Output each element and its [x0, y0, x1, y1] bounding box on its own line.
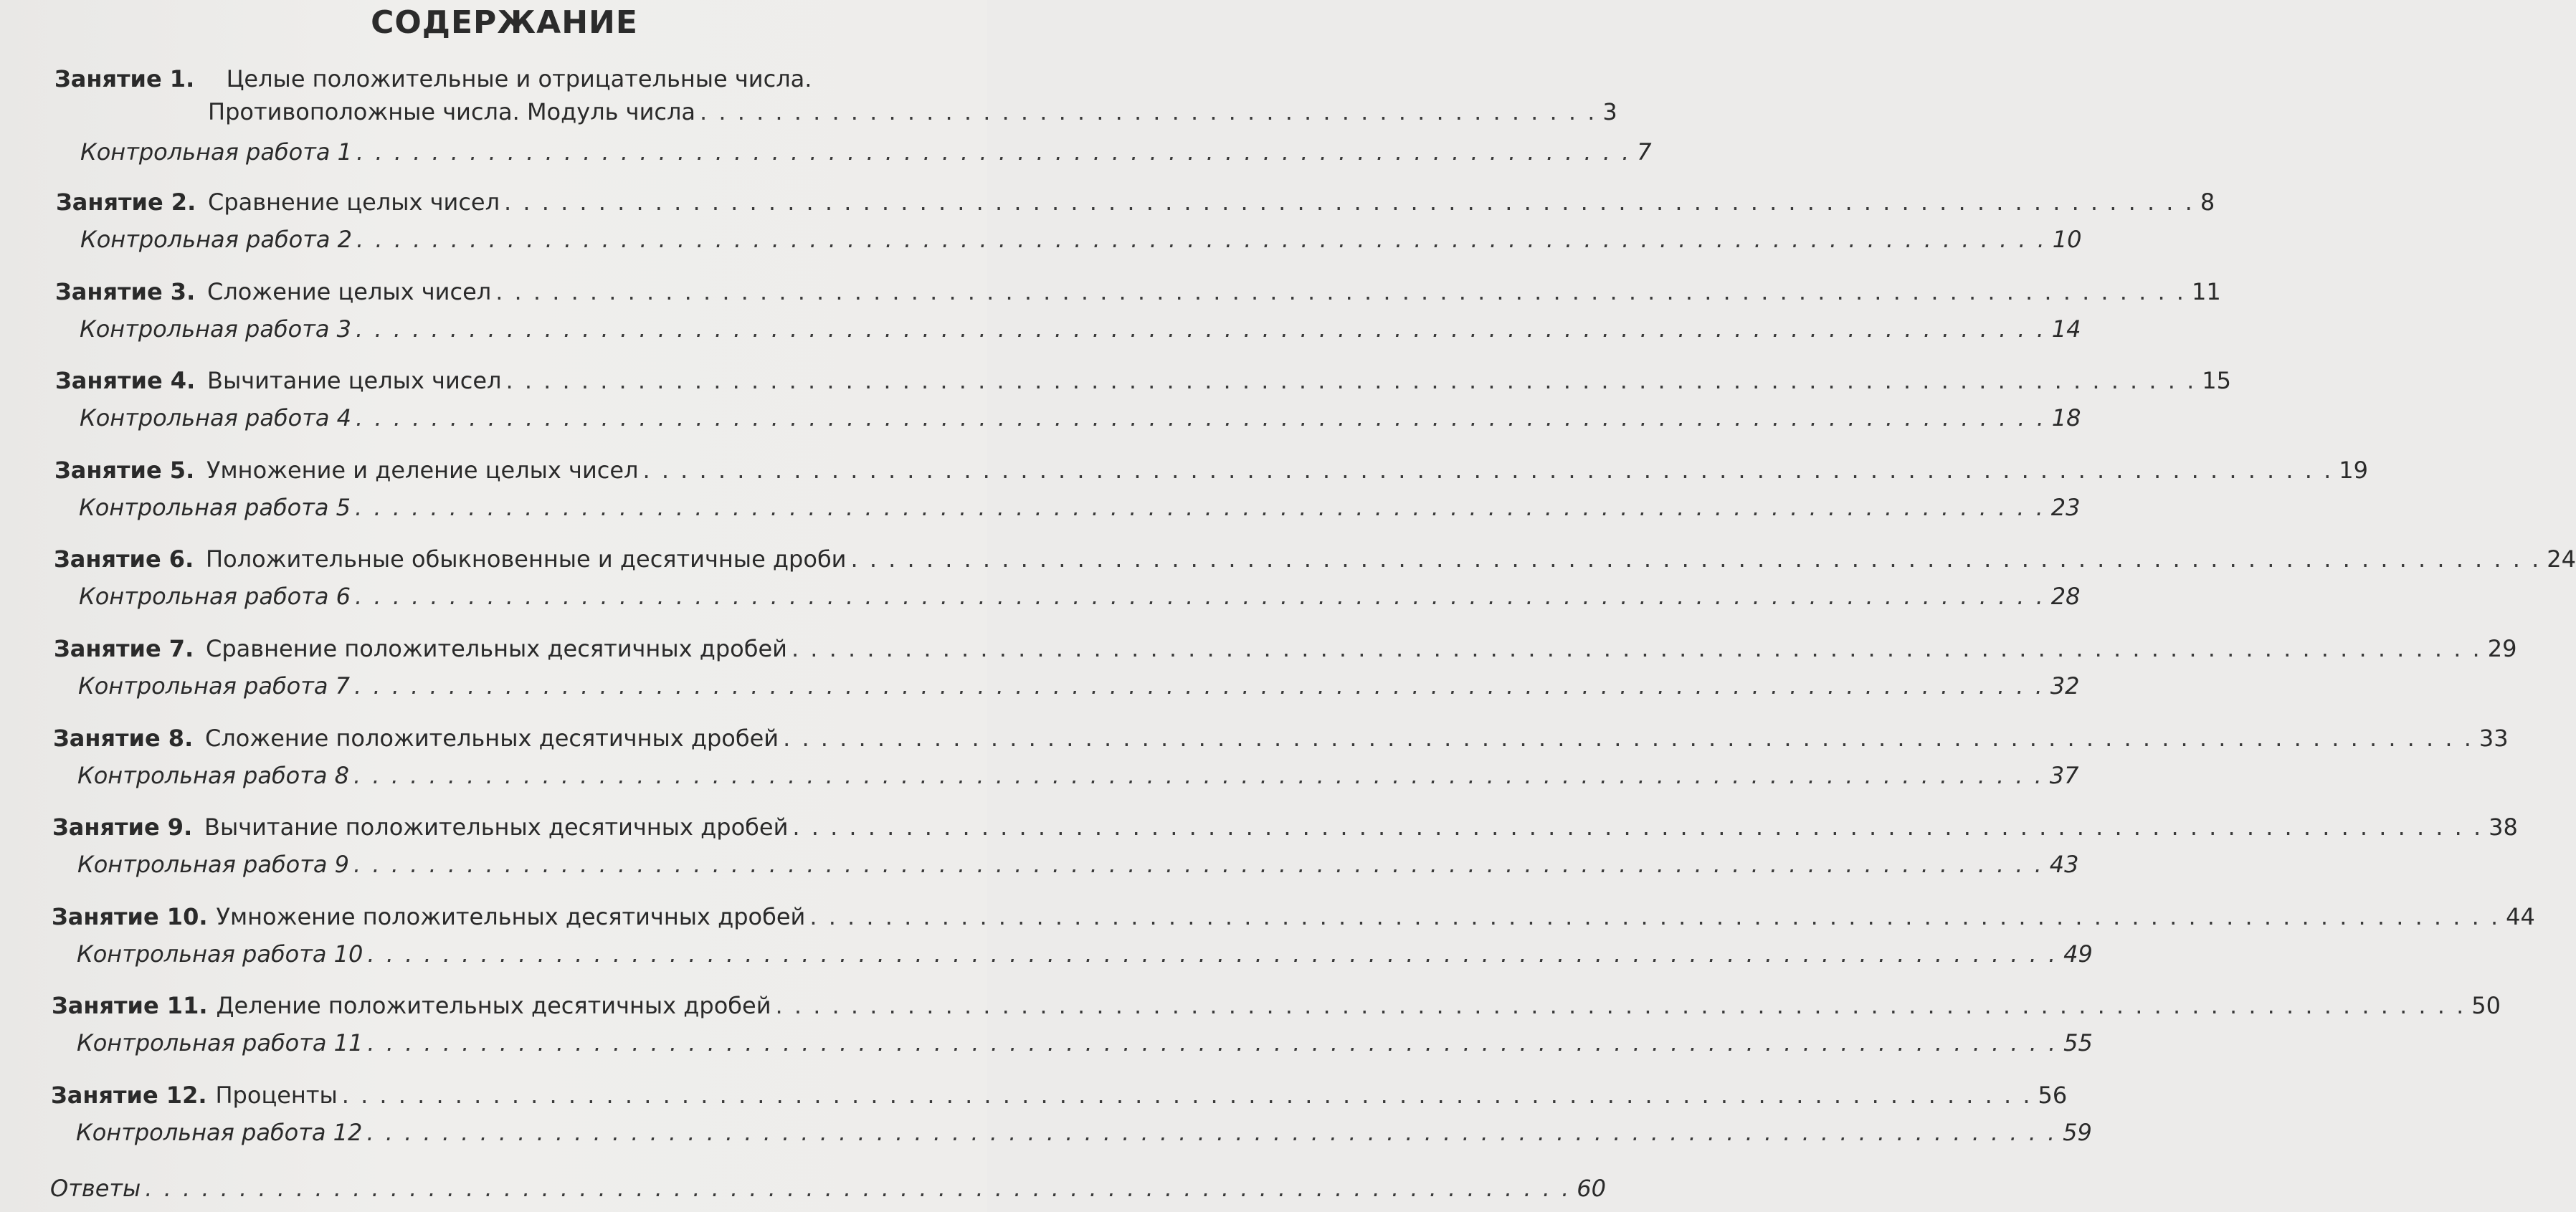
toc-test-9[interactable] [77, 850, 2079, 879]
leader-dots: . . . . . . . . . . . . . . . . . . . . . . . . . . . . . . . . . . . . . . . . . . . . . . . . . . . . . . . . . . . . . . . . . . . . . . . . . . . . . . . . . . . . . . . . . . [642, 457, 2334, 484]
toc-lesson-11[interactable] [52, 991, 2501, 1020]
leader-dots: . . . . . . . . . . . . . . . . . . . . . . . . . . . . . . . . . . . . . . . . . . . . . . . . . . . . . . . . . . . . . . . . . . . . . . . . . . . . . . . . . . . . . . . . . . [505, 367, 2197, 394]
lesson-number: Занятие 6. [54, 545, 194, 573]
toc-test-8[interactable] [77, 761, 2079, 790]
toc-test-2[interactable] [80, 225, 2082, 254]
leader-dots: . . . . . . . . . . . . . . . . . . . . . . . . . . . . . . . . . . . . . . . . . . . . . . . . . . . . . . . . . . . . . . . . . . . . . . . . . . . . . . . . . . . . . . . . . . [783, 725, 2473, 752]
leader-dots: . . . . . . . . . . . . . . . . . . . . . . . . . . . . . . . . . . . . . . . . . . . . . . . . . . . . . . . . . . . . . . . . . . . . . . . . . . . . . . . . . . . . . . . . . . [341, 1082, 2033, 1109]
lesson-title: Сравнение целых чисел [208, 189, 500, 216]
page-number: 28 [2050, 583, 2081, 610]
leader-dots: . . . . . . . . . . . . . . . . . . . . . . . . . . . . . . . . . . . . . . . . . . . . . . . . . . . . . . . . . . . . . . . . . . . . [356, 138, 1632, 166]
lesson-title: Умножение и деление целых чисел [206, 457, 639, 484]
page-title: СОДЕРЖАНИЕ [371, 4, 638, 41]
test-title: Контрольная работа 9 [77, 851, 350, 878]
leader-dots: . . . . . . . . . . . . . . . . . . . . . . . . . . . . . . . . . . . . . . . . . . . . . . . . . . . . . . . . . . . . . . . . . . . . . . . . . . . . . . . . . . . . . . . . . . [850, 545, 2542, 573]
leader-dots: . . . . . . . . . . . . . . . . . . . . . . . . . . . . . . . . . . . . . . . . . . . . . . . . [700, 98, 1597, 125]
lesson-number: Занятие 8. [53, 725, 194, 752]
page-number: 32 [2050, 672, 2080, 700]
toc-test-1[interactable] [80, 138, 1652, 166]
toc-test-10[interactable] [77, 940, 2093, 968]
lesson-title: Сравнение положительных десятичных дробей [206, 635, 787, 662]
page-number: 18 [2051, 404, 2081, 431]
page-number: 37 [2049, 762, 2079, 789]
test-title: Контрольная работа 7 [78, 672, 351, 700]
lesson-title: Деление положительных десятичных дробей [216, 992, 771, 1019]
test-title: Контрольная работа 8 [77, 762, 350, 789]
page-number: 7 [1637, 138, 1652, 166]
lesson-number: Занятие 12. [51, 1082, 207, 1109]
page-number: 56 [2038, 1082, 2068, 1109]
lesson-number: Занятие 5. [54, 457, 195, 484]
toc-lesson-1-heading [54, 65, 812, 93]
test-title: Контрольная работа 4 [80, 404, 352, 431]
page-number: 33 [2478, 725, 2509, 752]
test-title: Контрольная работа 12 [76, 1119, 363, 1146]
test-title: Контрольная работа 10 [77, 940, 363, 968]
page-number: 3 [1602, 98, 1617, 125]
lesson-title: Вычитание положительных десятичных дробей [204, 813, 789, 841]
toc-lesson-4[interactable] [55, 366, 2231, 395]
page-number: 24 [2547, 545, 2576, 573]
leader-dots: . . . . . . . . . . . . . . . . . . . . . . . . . . . . . . . . . . . . . . . . . . . . . . . . . . . . . . . . . . . . . . . . . . . . . . . . . . . . . . . . . . . . . . . . . . [354, 672, 2045, 700]
test-title: Контрольная работа 11 [77, 1029, 363, 1056]
lesson-number: Занятие 11. [52, 992, 208, 1019]
leader-dots: . . . . . . . . . . . . . . . . . . . . . . . . . . . . . . . . . . . . . . . . . . . . . . . . . . . . . . . . . . . . . . . . . . . . . . . . . . . . . . . . . . . . . . . . . . [356, 315, 2046, 343]
lesson-number: Занятие 10. [52, 903, 208, 930]
page-number: 60 [1577, 1175, 1606, 1202]
toc-lesson-3[interactable] [55, 277, 2221, 306]
lesson-title: Положительные обыкновенные и десятичные дроби [206, 545, 847, 573]
lesson-title: Проценты [215, 1082, 338, 1109]
toc-lesson-10[interactable] [52, 902, 2535, 931]
leader-dots: . . . . . . . . . . . . . . . . . . . . . . . . . . . . . . . . . . . . . . . . . . . . . . . . . . . . . . . . . . . . . . . . . . . . . . . . . . . . . . . . . . . . . . . . . . [775, 992, 2466, 1019]
page-number: 10 [2052, 226, 2082, 253]
toc-lesson-9[interactable] [52, 813, 2518, 841]
toc-lesson-7[interactable] [54, 634, 2517, 663]
leader-dots: . . . . . . . . . . . . . . . . . . . . . . . . . . . . . . . . . . . . . . . . . . . . . . . . . . . . . . . . . . . . . . . . . . . . . . . . . . . . [145, 1175, 1572, 1202]
page-number: 50 [2471, 992, 2501, 1019]
leader-dots: . . . . . . . . . . . . . . . . . . . . . . . . . . . . . . . . . . . . . . . . . . . . . . . . . . . . . . . . . . . . . . . . . . . . . . . . . . . . . . . . . . . . . . . . . . [367, 1029, 2058, 1056]
page-number: 29 [2487, 635, 2517, 662]
lesson-number: Занятие 4. [55, 367, 196, 394]
leader-dots: . . . . . . . . . . . . . . . . . . . . . . . . . . . . . . . . . . . . . . . . . . . . . . . . . . . . . . . . . . . . . . . . . . . . . . . . . . . . . . . . . . . . . . . . . . [353, 851, 2044, 878]
toc-lesson-6[interactable] [54, 545, 2576, 573]
toc-test-4[interactable] [80, 404, 2081, 432]
toc-lesson-2[interactable] [56, 188, 2215, 216]
page-number: 43 [2049, 851, 2079, 878]
toc-test-5[interactable] [79, 493, 2081, 522]
toc-test-6[interactable] [79, 582, 2081, 611]
test-title: Контрольная работа 6 [79, 583, 351, 610]
leader-dots: . . . . . . . . . . . . . . . . . . . . . . . . . . . . . . . . . . . . . . . . . . . . . . . . . . . . . . . . . . . . . . . . . . . . . . . . . . . . . . . . . . . . . . . . . . [355, 583, 2045, 610]
leader-dots: . . . . . . . . . . . . . . . . . . . . . . . . . . . . . . . . . . . . . . . . . . . . . . . . . . . . . . . . . . . . . . . . . . . . . . . . . . . . . . . . . . . . . . . . . . [504, 189, 2195, 216]
page-number: 15 [2202, 367, 2231, 394]
leader-dots: . . . . . . . . . . . . . . . . . . . . . . . . . . . . . . . . . . . . . . . . . . . . . . . . . . . . . . . . . . . . . . . . . . . . . . . . . . . . . . . . . . . . . . . . . . [791, 635, 2482, 662]
toc-test-3[interactable] [80, 315, 2081, 343]
toc-test-7[interactable] [78, 672, 2080, 700]
leader-dots: . . . . . . . . . . . . . . . . . . . . . . . . . . . . . . . . . . . . . . . . . . . . . . . . . . . . . . . . . . . . . . . . . . . . . . . . . . . . . . . . . . . . . . . . . . [353, 762, 2044, 789]
leader-dots: . . . . . . . . . . . . . . . . . . . . . . . . . . . . . . . . . . . . . . . . . . . . . . . . . . . . . . . . . . . . . . . . . . . . . . . . . . . . . . . . . . . . . . . . . . [366, 1119, 2058, 1146]
toc-lesson-12[interactable] [51, 1081, 2068, 1110]
page-number: 11 [2191, 278, 2221, 305]
lesson-number: Занятие 2. [56, 189, 196, 216]
page-number: 19 [2339, 457, 2368, 484]
lesson-number: Занятие 3. [55, 278, 196, 305]
toc-lesson-1[interactable] [208, 97, 1617, 126]
page-number: 49 [2063, 940, 2093, 968]
test-title: Контрольная работа 1 [80, 138, 353, 166]
leader-dots: . . . . . . . . . . . . . . . . . . . . . . . . . . . . . . . . . . . . . . . . . . . . . . . . . . . . . . . . . . . . . . . . . . . . . . . . . . . . . . . . . . . . . . . . . . [495, 278, 2186, 305]
lesson-title: Сложение целых чисел [207, 278, 492, 305]
leader-dots: . . . . . . . . . . . . . . . . . . . . . . . . . . . . . . . . . . . . . . . . . . . . . . . . . . . . . . . . . . . . . . . . . . . . . . . . . . . . . . . . . . . . . . . . . . [367, 940, 2058, 968]
leader-dots: . . . . . . . . . . . . . . . . . . . . . . . . . . . . . . . . . . . . . . . . . . . . . . . . . . . . . . . . . . . . . . . . . . . . . . . . . . . . . . . . . . . . . . . . . . [356, 404, 2046, 431]
lesson-number: Занятие 1. [54, 65, 195, 92]
page-number: 23 [2050, 494, 2081, 521]
test-title: Контрольная работа 3 [80, 315, 352, 343]
toc-test-11[interactable] [77, 1029, 2093, 1057]
page-number: 44 [2506, 903, 2535, 930]
lesson-title: Сложение положительных десятичных дробей [205, 725, 779, 752]
leader-dots: . . . . . . . . . . . . . . . . . . . . . . . . . . . . . . . . . . . . . . . . . . . . . . . . . . . . . . . . . . . . . . . . . . . . . . . . . . . . . . . . . . . . . . . . . . [809, 903, 2501, 930]
leader-dots: . . . . . . . . . . . . . . . . . . . . . . . . . . . . . . . . . . . . . . . . . . . . . . . . . . . . . . . . . . . . . . . . . . . . . . . . . . . . . . . . . . . . . . . . . . [792, 813, 2484, 841]
page-number: 14 [2051, 315, 2081, 343]
test-title: Контрольная работа 5 [79, 494, 351, 521]
page-number: 8 [2200, 189, 2215, 216]
toc-lesson-5[interactable] [54, 456, 2368, 485]
test-title: Контрольная работа 2 [80, 226, 353, 253]
toc-lesson-8[interactable] [53, 724, 2509, 753]
leader-dots: . . . . . . . . . . . . . . . . . . . . . . . . . . . . . . . . . . . . . . . . . . . . . . . . . . . . . . . . . . . . . . . . . . . . . . . . . . . . . . . . . . . . . . . . . . [355, 494, 2045, 521]
toc-test-12[interactable] [76, 1118, 2092, 1147]
leader-dots: . . . . . . . . . . . . . . . . . . . . . . . . . . . . . . . . . . . . . . . . . . . . . . . . . . . . . . . . . . . . . . . . . . . . . . . . . . . . . . . . . . . . . . . . . . [356, 226, 2047, 253]
lesson-title-line2: Противоположные числа. Модуль числа [208, 98, 696, 125]
page-number: 59 [2063, 1119, 2092, 1146]
lesson-number: Занятие 9. [52, 813, 193, 841]
toc-answers[interactable] [50, 1174, 1606, 1203]
lesson-title-line1: Целые положительные и отрицательные числа. [226, 65, 812, 92]
lesson-number: Занятие 7. [54, 635, 194, 662]
page-number: 55 [2063, 1029, 2093, 1056]
lesson-title: Вычитание целых чисел [207, 367, 502, 394]
page-number: 38 [2489, 813, 2518, 841]
answers-title: Ответы [50, 1175, 141, 1202]
lesson-title: Умножение положительных десятичных дробей [216, 903, 806, 930]
